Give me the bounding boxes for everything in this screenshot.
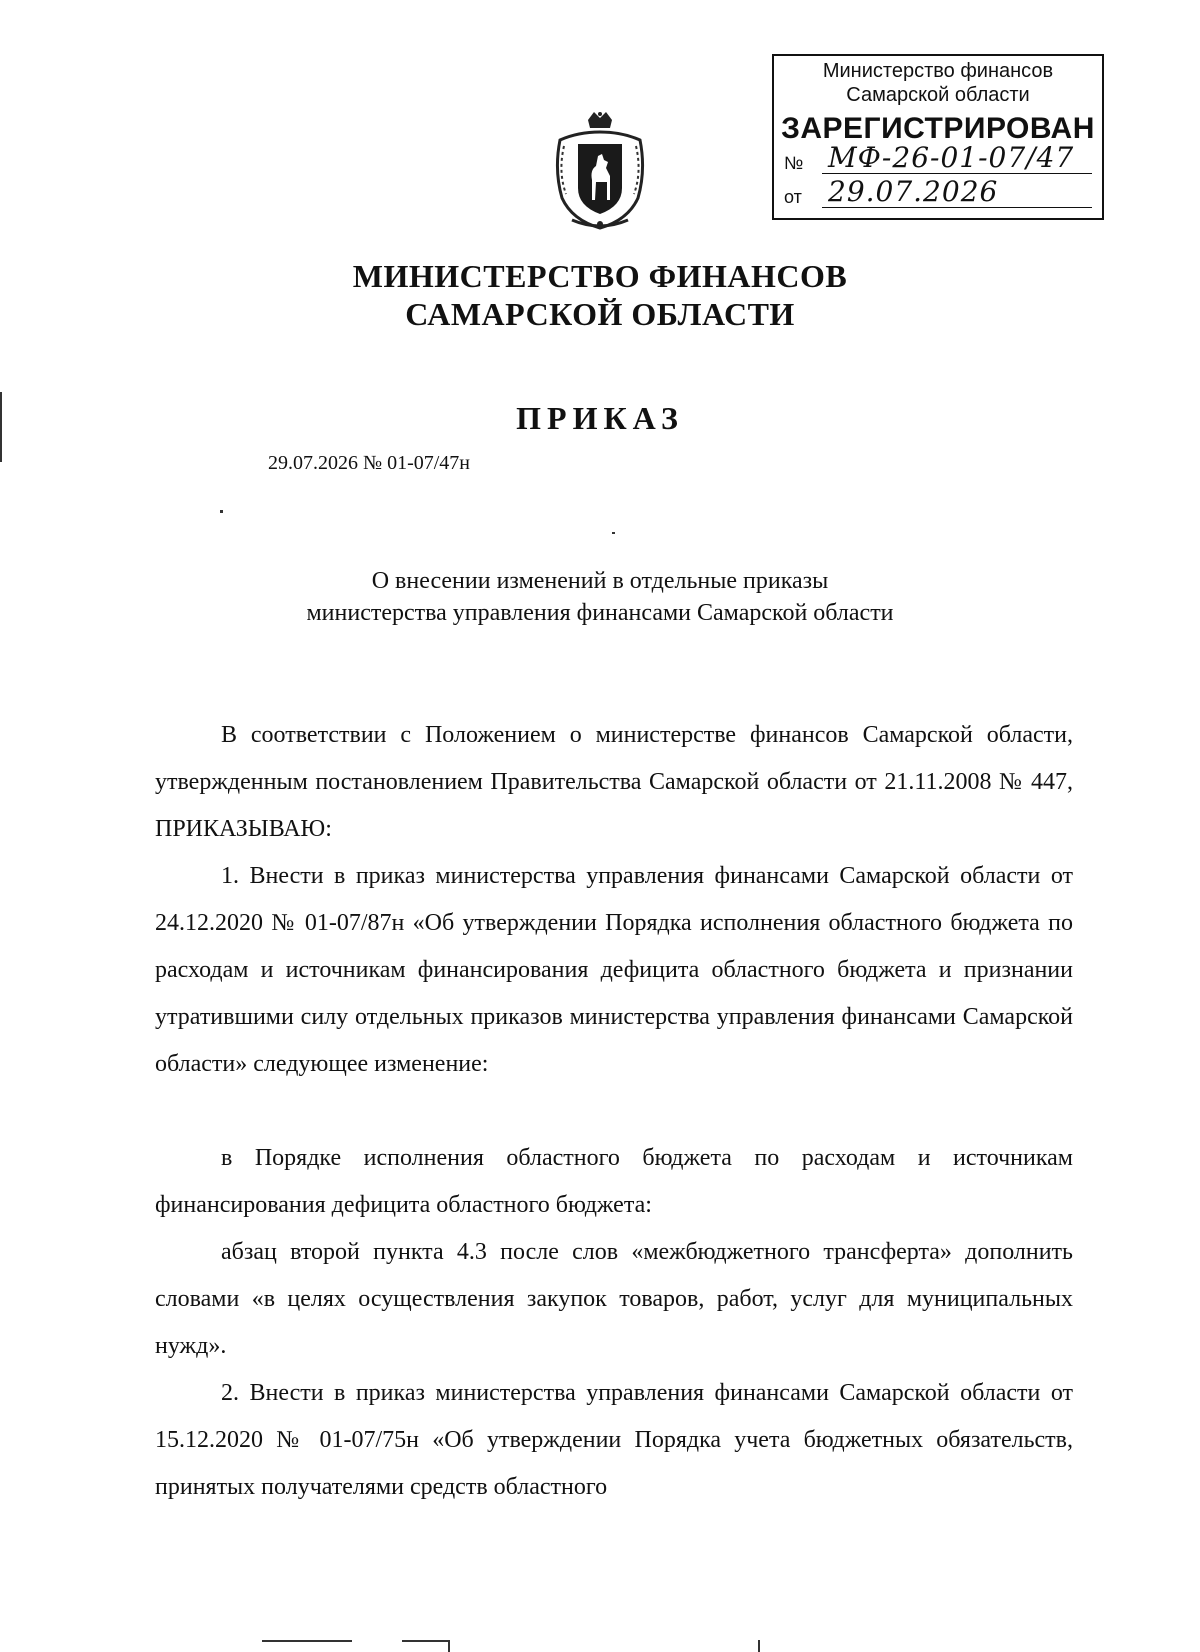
scan-edge-mark (448, 1640, 450, 1652)
order-date-number: 29.07.2026 № 01-07/47н (268, 452, 471, 474)
registration-stamp (772, 54, 1104, 220)
document-type-title: ПРИКАЗ (516, 400, 684, 436)
org-name-line1: МИНИСТЕРСТВО ФИНАНСОВ (352, 258, 848, 294)
body-paragraph-amendment: абзац второй пункта 4.3 после слов «межбюджетного трансферта» дополнить словами «в целях осуществления закупок товаров, работ, услуг для муниципальных нужд». (155, 1239, 1073, 1359)
org-name-line2: САМАРСКОЙ ОБЛАСТИ (405, 296, 795, 332)
stamp-title: ЗАРЕГИСТРИРОВАН (781, 112, 1095, 145)
scan-speck (220, 510, 223, 513)
scan-edge-mark (402, 1640, 450, 1642)
body-paragraph-item-1: 1. Внести в приказ министерства управления финансами Самарской области от 24.12.2020 № 01-07/87н «Об утверждении Порядка исполнения областного бюджета по расходам и источникам финансирования дефицита областного бюджета и признании утратившими силу отдельных приказов министерства управления финансами Самарской области» следующее изменение: (155, 863, 1073, 1077)
scan-edge-mark (758, 1640, 760, 1652)
stamp-number-handwritten: МФ-26-01-07/47 (822, 143, 1092, 174)
scan-speck (612, 532, 615, 534)
subject-line1: О внесении изменений в отдельные приказы (371, 568, 829, 594)
stamp-org-line2: Самарской области (846, 84, 1030, 106)
stamp-number-label: № (784, 153, 804, 173)
stamp-date-row (784, 175, 1092, 210)
stamp-number-row (784, 141, 1092, 176)
stamp-date-label: от (784, 187, 802, 207)
subject-line2: министерства управления финансами Самарской области (306, 600, 894, 626)
stamp-date-handwritten: 29.07.2026 (822, 177, 1092, 208)
body-paragraph-subitem: в Порядке исполнения областного бюджета по расходам и источникам финансирования дефицита областного бюджета: (155, 1145, 1073, 1218)
coat-of-arms-emblem (552, 110, 648, 232)
scan-edge-mark (262, 1640, 352, 1642)
scan-edge-mark (0, 392, 2, 462)
body-paragraph-item-2: 2. Внести в приказ министерства управления финансами Самарской области от 15.12.2020 № 01-07/75н «Об утверждении Порядка учета бюджетных обязательств, принятых получателями средств областного (155, 1380, 1073, 1500)
stamp-org-line1: Министерство финансов (822, 60, 1054, 82)
body-paragraph-preamble: В соответствии с Положением о министерстве финансов Самарской области, утвержденным постановлением Правительства Самарской области от 21.11.2008 № 447, ПРИКАЗЫВАЮ: (155, 722, 1073, 842)
